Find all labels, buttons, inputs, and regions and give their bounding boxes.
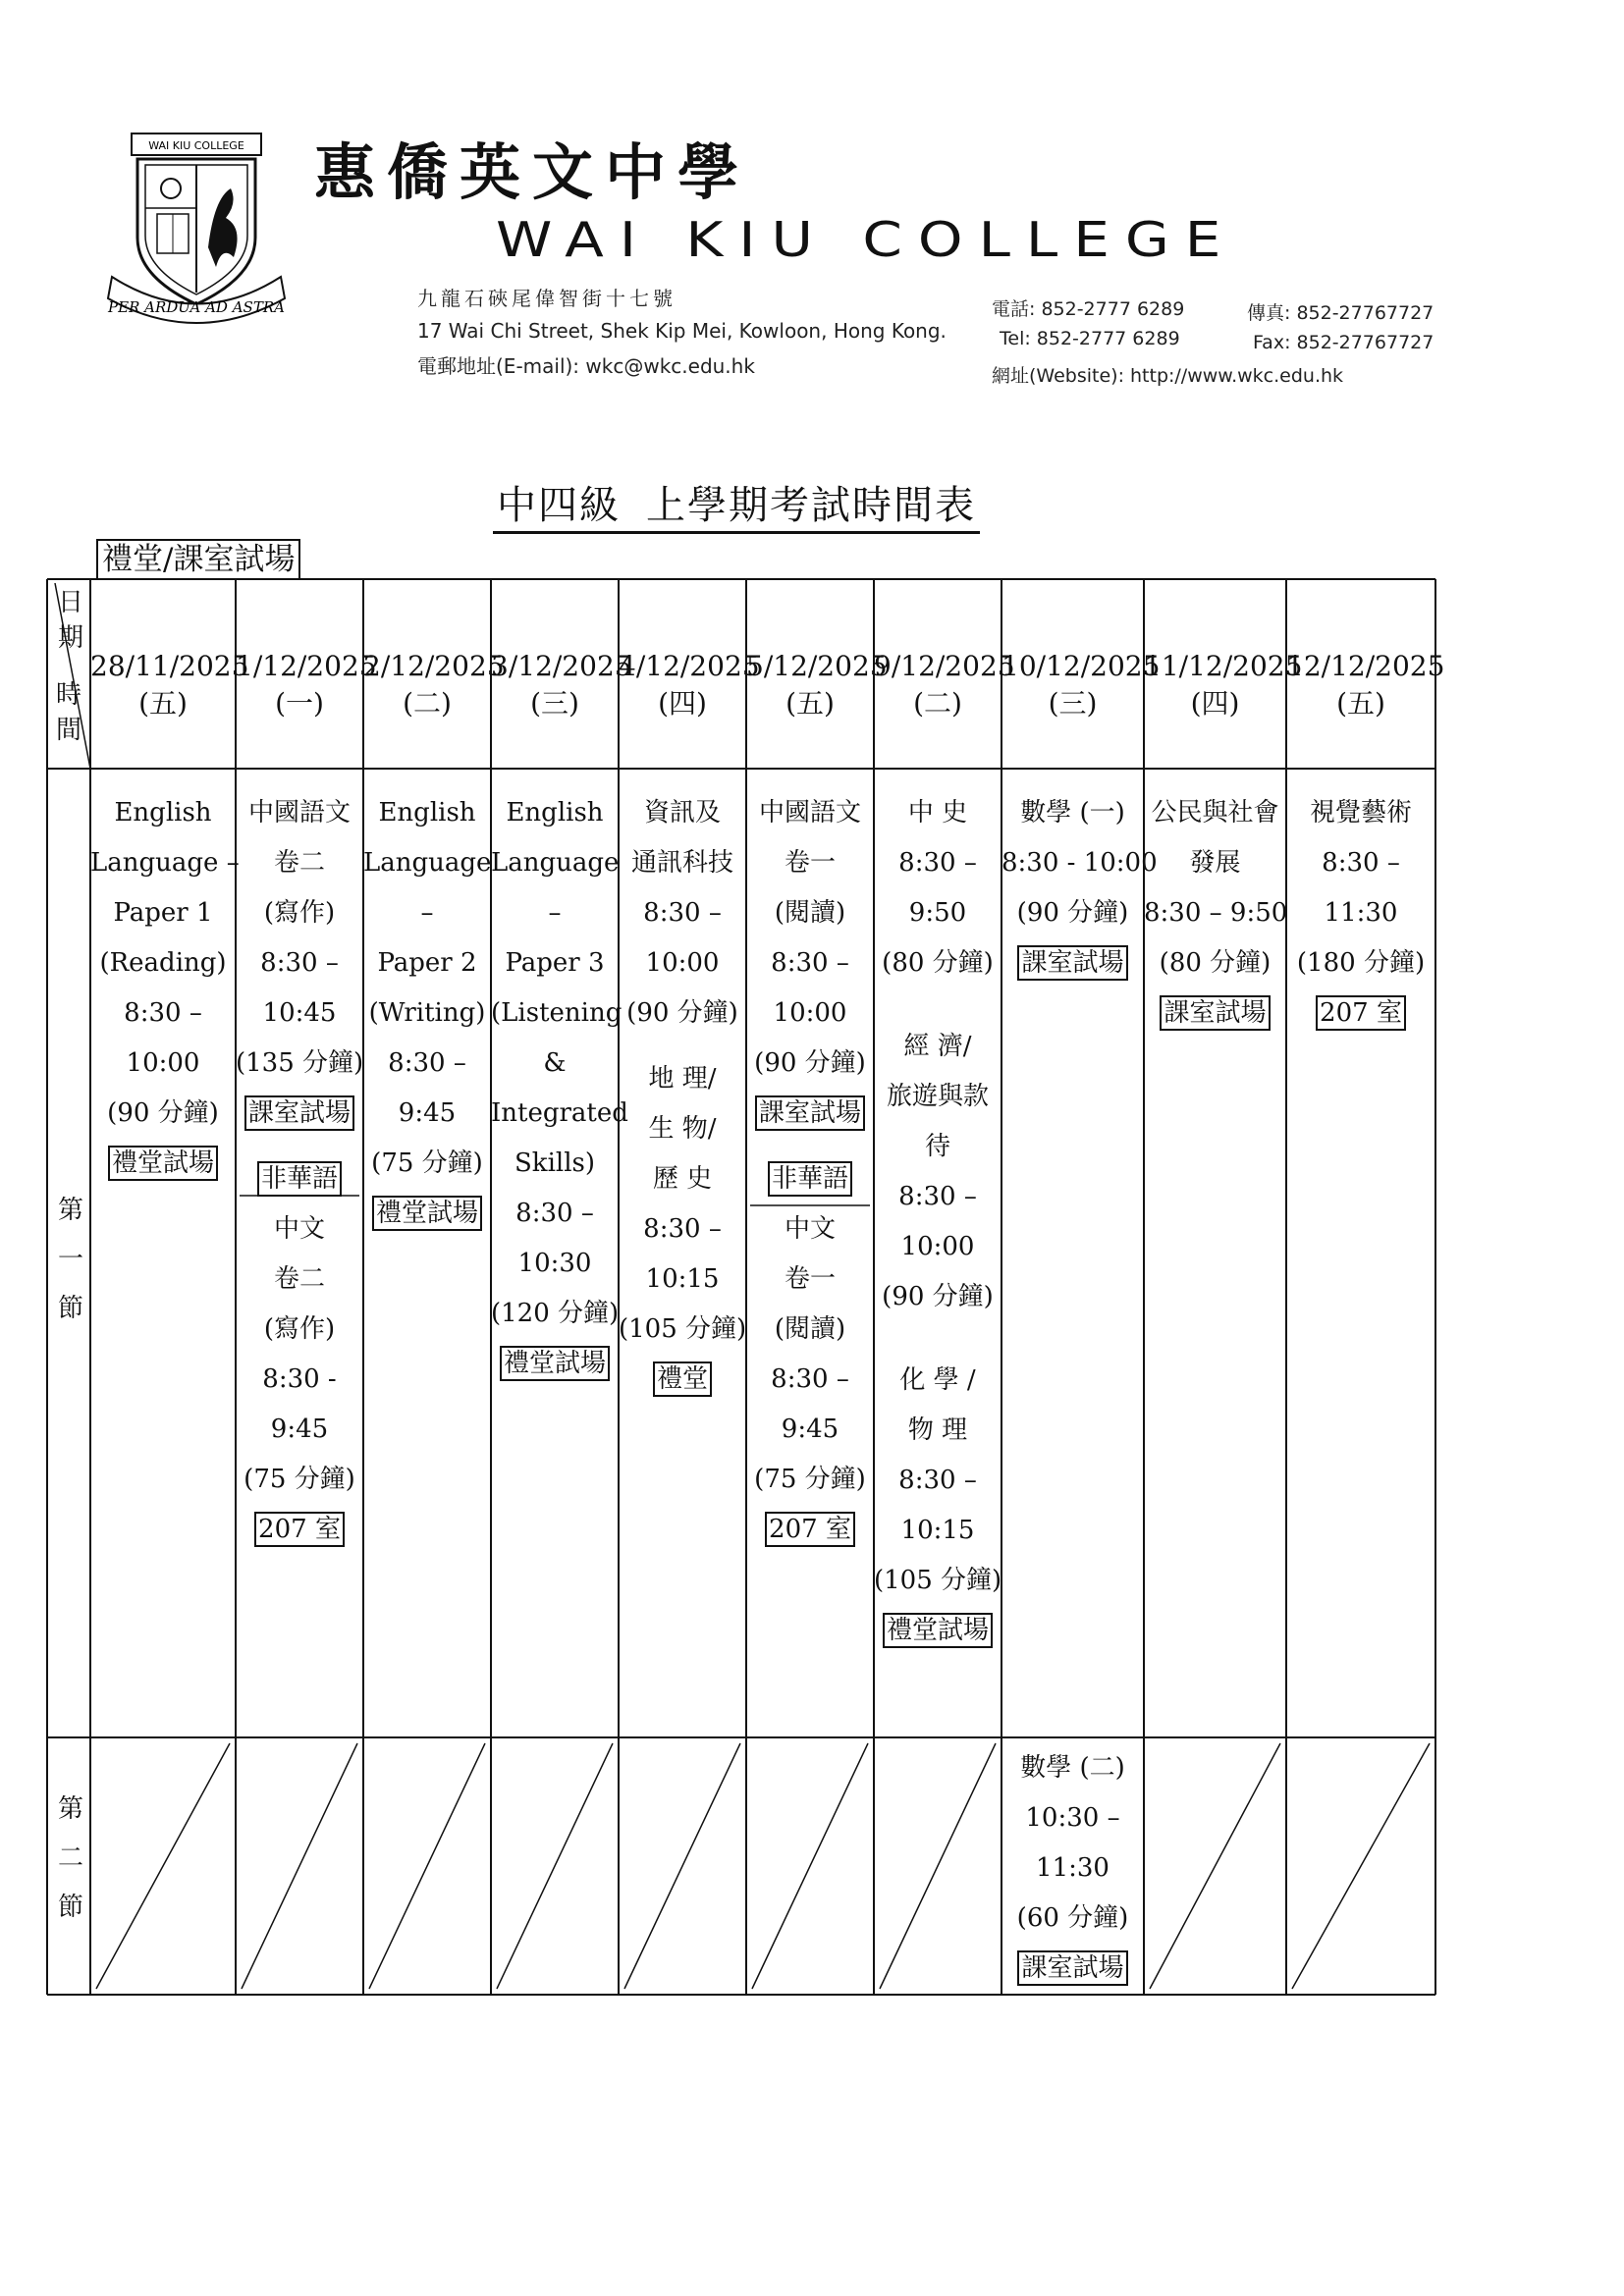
empty-session-diagonal	[1292, 1743, 1430, 1989]
empty-session-diagonal	[880, 1743, 996, 1989]
exam-text-line: (90 分鐘)	[1016, 898, 1129, 928]
exam-text-line: 8:30 –	[771, 948, 849, 978]
weekday-text: (五)	[1336, 687, 1385, 720]
language-tag-badge: 非華語	[768, 1161, 852, 1197]
language-tag-badge: 非華語	[257, 1161, 342, 1197]
svg-text:PER ARDUA AD ASTRA: PER ARDUA AD ASTRA	[108, 298, 285, 316]
exam-text-line: (75 分鐘)	[754, 1465, 866, 1494]
fax-english: Fax: 852-27767727	[1253, 332, 1435, 353]
exam-entry	[1286, 788, 1435, 1039]
exam-text-line: 卷二	[273, 1264, 325, 1294]
email: 電郵地址(E-mail): wkc@wkc.edu.hk	[417, 354, 755, 378]
exam-text-line: 8:30 –	[898, 1466, 977, 1495]
session-1-cell	[746, 788, 874, 1555]
venue-badge: 課室試場	[244, 1095, 354, 1131]
exam-text-line: 8:30 -	[262, 1364, 337, 1394]
session-1-cell	[491, 788, 628, 1389]
exam-text-line: (寫作)	[263, 898, 336, 928]
exam-text-line: 9:45	[270, 1415, 329, 1444]
exam-text-line: (80 分鐘)	[882, 948, 994, 978]
exam-entry	[1144, 788, 1286, 1039]
exam-entry	[746, 1154, 874, 1555]
weekday-text: (三)	[530, 687, 579, 720]
session-1-cell	[619, 788, 746, 1405]
exam-text-line: 生 物/	[648, 1114, 717, 1144]
exam-text-line: 卷二	[273, 848, 325, 878]
exam-text-line: 地 理/	[648, 1064, 717, 1094]
empty-session-diagonal	[497, 1743, 613, 1989]
exam-entry	[90, 788, 240, 1189]
exam-text-line: 8:30 –	[260, 948, 339, 978]
venue-badge: 禮堂試場	[500, 1346, 610, 1381]
exam-text-line: 經 濟/	[903, 1032, 972, 1061]
weekday-text: (四)	[658, 687, 707, 720]
date-header	[491, 648, 632, 722]
exam-text-line: 8:30 –	[643, 1214, 722, 1244]
exam-text-line: 卷一	[784, 848, 836, 878]
exam-text-line: Paper 2	[377, 948, 477, 978]
exam-entry	[619, 788, 746, 1039]
date-text: 2/12/2025	[363, 650, 505, 682]
exam-text-line: (120 分鐘)	[491, 1299, 620, 1328]
session-1-cell	[363, 788, 491, 1239]
exam-text-line: 8:30 –	[1322, 848, 1400, 878]
venue-badge: 207 室	[1316, 995, 1406, 1031]
exam-entry	[491, 788, 628, 1389]
exam-text-line: (Listening	[491, 998, 623, 1028]
exam-text-line: 中文	[784, 1214, 836, 1244]
exam-text-line: –	[420, 898, 434, 928]
weekday-text: (二)	[403, 687, 452, 720]
exam-text-line: 10:00	[900, 1232, 975, 1261]
exam-text-line: (75 分鐘)	[371, 1148, 483, 1178]
exam-text-line: 8:30 – 9:50	[1144, 898, 1288, 928]
exam-text-line: –	[548, 898, 562, 928]
exam-text-line: (75 分鐘)	[244, 1465, 355, 1494]
exam-text-line: 通訊科技	[630, 848, 733, 878]
venue-badge: 禮堂試場	[372, 1196, 482, 1231]
date-text: 11/12/2025	[1144, 650, 1303, 682]
exam-text-line: Integrated	[491, 1098, 628, 1128]
exam-entry	[236, 1154, 363, 1555]
exam-text-line: (90 分鐘)	[107, 1098, 219, 1128]
exam-text-line: 8:30 –	[388, 1048, 466, 1078]
exam-text-line: 數學 (一)	[1020, 798, 1125, 828]
date-text: 5/12/2025	[746, 650, 888, 682]
exam-text-line: 8:30 –	[515, 1199, 594, 1228]
date-text: 10/12/2025	[1001, 650, 1161, 682]
empty-session-diagonal	[1150, 1743, 1280, 1989]
empty-session-diagonal	[752, 1743, 868, 1989]
exam-text-line: 視覺藝術	[1309, 798, 1412, 828]
exam-text-line: (90 分鐘)	[626, 998, 738, 1028]
exam-text-line: 11:30	[1036, 1853, 1110, 1883]
exam-text-line: 發展	[1189, 848, 1241, 878]
exam-text-line: 中國語文	[758, 798, 861, 828]
exam-text-line: 10:00	[773, 998, 847, 1028]
session-1-cell	[874, 788, 1001, 1656]
corner-date-label: 日 期	[57, 588, 83, 653]
empty-session-diagonal	[624, 1743, 740, 1989]
session-2-cell	[1001, 1743, 1144, 1994]
exam-text-line: (閱讀)	[774, 1314, 846, 1344]
date-header	[236, 648, 377, 722]
exam-entry	[619, 1054, 746, 1405]
empty-session-diagonal	[96, 1743, 230, 1989]
exam-entry	[874, 1356, 1001, 1656]
exam-text-line: 中國語文	[247, 798, 351, 828]
weekday-text: (一)	[275, 687, 324, 720]
exam-text-line: 10:30	[517, 1249, 592, 1278]
session-1-label: 第 一 節	[57, 1196, 83, 1323]
exam-text-line: (Reading)	[99, 948, 227, 978]
fax-chinese: 傳真: 852-27767727	[1247, 302, 1435, 324]
date-header	[363, 648, 505, 722]
exam-text-line: 10:15	[900, 1516, 975, 1545]
venue-badge: 課室試場	[1017, 945, 1127, 981]
exam-entry	[746, 788, 874, 1139]
empty-session-diagonal	[369, 1743, 485, 1989]
exam-text-line: 8:30 - 10:00	[1001, 848, 1158, 878]
exam-text-line: (105 分鐘)	[874, 1566, 1002, 1595]
exam-text-line: Skills)	[514, 1148, 595, 1178]
exam-text-line: (180 分鐘)	[1296, 948, 1426, 978]
session-1-cell	[236, 788, 363, 1555]
exam-entry	[874, 788, 1001, 988]
venue-badge: 課室試場	[1017, 1950, 1127, 1986]
date-text: 1/12/2025	[236, 650, 377, 682]
school-name-english: WAI KIU COLLEGE	[496, 211, 1237, 268]
exam-text-line: (90 分鐘)	[882, 1282, 994, 1311]
exam-text-line: 8:30 –	[898, 848, 977, 878]
exam-text-line: 8:30 –	[898, 1182, 977, 1211]
date-text: 28/11/2025	[90, 650, 249, 682]
school-name-chinese: 惠僑英文中學	[314, 136, 751, 208]
exam-text-line: (60 分鐘)	[1016, 1903, 1129, 1933]
venue-badge: 207 室	[254, 1512, 345, 1547]
exam-text-line: (90 分鐘)	[754, 1048, 866, 1078]
exam-text-line: (Writing)	[368, 998, 486, 1028]
date-text: 9/12/2025	[874, 650, 1015, 682]
exam-text-line: 8:30 –	[771, 1364, 849, 1394]
corner-time-label: 時 間	[55, 680, 81, 745]
date-text: 4/12/2025	[619, 650, 760, 682]
session-2-label: 第 二 節	[57, 1794, 83, 1922]
exam-text-line: 10:00	[645, 948, 720, 978]
weekday-text: (三)	[1048, 687, 1098, 720]
exam-text-line: (閱讀)	[774, 898, 846, 928]
exam-text-line: (80 分鐘)	[1159, 948, 1272, 978]
exam-text-line: 卷一	[784, 1264, 836, 1294]
exam-text-line: (105 分鐘)	[619, 1314, 747, 1344]
exam-text-line: (135 分鐘)	[236, 1048, 364, 1078]
session-1-cell	[1286, 788, 1435, 1039]
exam-text-line: English	[114, 798, 212, 828]
empty-session-diagonal	[242, 1743, 357, 1989]
date-header	[1001, 648, 1161, 722]
address-english: 17 Wai Chi Street, Shek Kip Mei, Kowloon, Hong Kong.	[417, 319, 947, 343]
session-1-cell	[1001, 788, 1158, 988]
venue-badge: 課室試場	[755, 1095, 865, 1131]
exam-text-line: 9:45	[781, 1415, 839, 1444]
tel-english: Tel: 852-2777 6289	[1000, 328, 1180, 349]
exam-text-line: 10:30 –	[1025, 1803, 1120, 1833]
exam-text-line: 10:15	[645, 1264, 720, 1294]
date-header	[1144, 648, 1303, 722]
exam-text-line: 9:50	[908, 898, 967, 928]
exam-text-line: 9:45	[398, 1098, 457, 1128]
session-1-cell	[1144, 788, 1286, 1039]
exam-text-line: Language	[363, 848, 492, 878]
exam-entry	[874, 1022, 1001, 1322]
date-text: 3/12/2025	[491, 650, 632, 682]
venue-badge: 禮堂	[653, 1362, 712, 1397]
exam-text-line: 資訊及	[643, 798, 721, 828]
exam-text-line: 公民與社會	[1151, 798, 1279, 828]
exam-text-line: Paper 1	[113, 898, 213, 928]
venue-badge: 207 室	[765, 1512, 855, 1547]
exam-text-line: Language –	[90, 848, 240, 878]
exam-text-line: 旅遊與款	[886, 1082, 989, 1111]
exam-text-line: English	[506, 798, 604, 828]
page-title: 中四級 上學期考試時間表	[0, 474, 1473, 530]
exam-entry	[1001, 788, 1158, 988]
exam-text-line: 化 學 /	[899, 1365, 976, 1395]
date-text: 12/12/2025	[1286, 650, 1445, 682]
weekday-text: (五)	[785, 687, 835, 720]
exam-text-line: 中文	[273, 1214, 325, 1244]
exam-text-line: 待	[924, 1132, 950, 1161]
venue-badge: 禮堂試場	[108, 1146, 218, 1181]
exam-text-line: Language	[491, 848, 620, 878]
weekday-text: (二)	[913, 687, 962, 720]
address-chinese: 九龍石硤尾偉智街十七號	[417, 287, 677, 310]
date-header	[619, 648, 760, 722]
weekday-text: (四)	[1190, 687, 1240, 720]
tel-chinese: 電話: 852-2777 6289	[992, 298, 1185, 320]
exam-text-line: 11:30	[1324, 898, 1398, 928]
exam-text-line: 8:30 –	[124, 998, 202, 1028]
exam-text-line: English	[378, 798, 476, 828]
exam-text-line: 8:30 –	[643, 898, 722, 928]
date-header	[874, 648, 1015, 722]
exam-text-line: 物 理	[907, 1415, 968, 1445]
weekday-text: (五)	[138, 687, 188, 720]
exam-text-line: 10:45	[262, 998, 337, 1028]
exam-entry	[236, 788, 363, 1139]
exam-text-line: 10:00	[126, 1048, 200, 1078]
exam-text-line: 歷 史	[652, 1164, 713, 1194]
date-header	[746, 648, 888, 722]
exam-text-line: 數學 (二)	[1020, 1753, 1125, 1783]
date-header	[90, 648, 249, 722]
exam-entry	[363, 788, 491, 1239]
exam-text-line: 中 史	[907, 798, 968, 828]
exam-text-line: Paper 3	[505, 948, 605, 978]
svg-text:WAI KIU COLLEGE: WAI KIU COLLEGE	[148, 139, 244, 152]
session-1-cell	[90, 788, 240, 1189]
venue-badge: 課室試場	[1160, 995, 1270, 1031]
exam-text-line: &	[543, 1048, 567, 1078]
venue-badge: 禮堂試場	[883, 1613, 993, 1648]
venue-legend: 禮堂/課室試場	[96, 539, 300, 580]
website: 網址(Website): http://www.wkc.edu.hk	[992, 365, 1344, 387]
exam-text-line: (寫作)	[263, 1314, 336, 1344]
date-header	[1286, 648, 1445, 722]
